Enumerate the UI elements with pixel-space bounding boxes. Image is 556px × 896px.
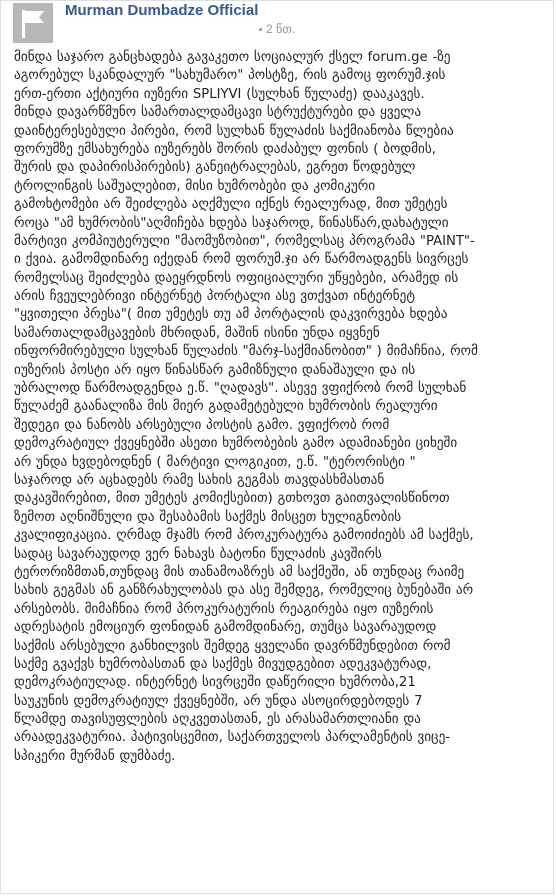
post-text-line: წულაძემ გაანალიზა მის მიერ გადამეტებული ხუმრობის რეალური <box>14 399 438 415</box>
post-text-line: კვალიფიკაცია. ღრმად მჯამს რომ პროკურატურა გამოიძიებს ამ საქმეს, <box>14 528 474 544</box>
post-text-line: არის ჩვეულებრივი ინტერნეტ პორტალი ასე ვთქვათ ინტერნეტ <box>14 289 416 305</box>
post-text-line: "ყვითელი პრესა"( მით უმეტეს თუ ამ პორტალის დაკვირვება ხდება <box>14 307 448 323</box>
post-text-line: საჯაროდ არ აცხადებს რამე სახის გეგმას თავდასხმასთან <box>14 472 385 488</box>
post-text-line: უბრალოდ წარმოადგენდა ე.წ. "ღადავს". ასევე ვფიქრობ რომ სულხან <box>14 381 467 397</box>
post-timestamp[interactable]: 2 წთ. <box>266 22 296 36</box>
post-text-line: გამოხტომები არ შეიძლება აღქმული იქნეს რეალურად, მით უმეტეს <box>14 197 448 213</box>
post-text-line: ტროლინგის საშუალებით, მისი ხუმრობები და კომიკური <box>14 178 376 194</box>
post-text-line: ინფორმირებული სულხან წულაძის "მარჯ-საქმიანობით" ) მიმაჩნია, რომ <box>14 344 478 360</box>
post-text-line: დაკავშირებით, მით უმეტეს კომიქსებით) გთხოვთ გაითვალისწინოთ <box>14 491 450 507</box>
post-text-line: წლამდე თავისუფლების აღკვეთასთან, ეს არასამართლიანი და <box>14 712 421 728</box>
post-text-line: დემოკრატიულ ქვეყნებში ასეთი ხუმრობების გამო ადამიანები ციხეში <box>14 436 458 452</box>
flag-icon <box>13 3 53 43</box>
post-text-line: არაადეკვატურია. პატივისცემით, საქართველოს პარლამენტის ვიცე- <box>14 730 451 746</box>
post-text-line: საქმე გვაქვს ხუმრობასთან და საქმეს მივუდგებით ადეკვატურად, <box>14 656 432 672</box>
post-text-line: სამართალდამცავების მხრიდან, მაშინ ისინი უნდა იყვნენ <box>14 325 380 341</box>
post-text-line: შედეგი და ნანობს არსებული პოსტის გამო. ვფიქრობ რომ <box>14 417 390 433</box>
post-text-line: მარტივი კომპიუტერული "მაომუზობით", რომელსაც პროგრამა "PAINT"- <box>14 233 475 249</box>
page-name-link[interactable]: Murman Dumbadze Official <box>65 2 259 19</box>
post-text-line: რომელსაც შეიძლება დაეყრდნოს ოფიციალური უწყებები, არამედ ის <box>14 270 459 286</box>
post-text-line: საქმის არსებული განხილვის შემდეგ ყველანი დავრწმუნდებით რომ <box>14 638 451 654</box>
post-text-line: ადრესატის ემოციურ ფონიდან გამომდინარე, თუმცა სავარაუდოდ <box>14 620 437 636</box>
post-text-line: სადაც სავარაუდოდ ვერ ნახავს ბატონი წულაძის კავშირს <box>14 546 382 562</box>
post-meta <box>259 22 295 36</box>
post-text-line: დაინტერესებული პირები, რომ სულხან წულაძის საქმიანობა წლებია <box>14 123 454 139</box>
post-text-line: სპიკერი მურმან დუმბაძე. <box>14 748 176 764</box>
post-text-line: შურის და დაპირისპირების) განეიტრალებას, ეგრეთ წოდებულ <box>14 160 416 176</box>
post-text-line: როცა "ამ ხუმრობის"აღმიჩება ხდება საჯაროდ, წინასწარ,დახატული <box>14 215 449 231</box>
post-text-line: მინდა საჯარო განცხადება გავაკეთო სოციალურ ქსელ forum.ge -ზე <box>14 50 451 65</box>
post-text-line: არ უნდა ხვდებოდნენ ( მარტივი ლოგიკით, ე.წ. "ტერორისტი " <box>14 454 416 470</box>
post-text <box>14 49 542 766</box>
globe-icon <box>259 28 262 31</box>
post-text-line: ფორუმზე ემსახურება იუზერებს შორის დაძაბულ ფონის ( ბოდმის, <box>14 141 436 157</box>
post-text-line: დემოკრატიულად. ინტერნეტ სივრცეში დაწერილი ხუმრობა,21 <box>14 675 416 691</box>
post-text-line: ი ქვია. გამომდინარე იქედან რომ ფორუმ.ჯი არ წარმოადგენს სივრცეს <box>14 252 469 268</box>
post-text-line: სახის გეგმას ან განზრახულობას და ასე შემდეგ, რომელიც ბუნებაში არ <box>14 583 474 599</box>
post-text-line: იუზერის პოსტი არ იყო წინასწარ გამიზნული დანაშაული და ის <box>14 362 416 378</box>
post-text-line: ტერორიზმთან,თუნდაც მის თანამოაზრეს ამ საქმეში, ან თუნდაც რაიმე <box>14 564 465 580</box>
post-text-line: აგორებულ სკანდალურ "სახუმარო" პოსტზე, რის გამოც ფორუმ.ჯის <box>14 68 446 84</box>
post-text-line: ზემოთ აღნიშნული და შესაბამის საქმეს მისცეთ ხულიგნობის <box>14 509 402 525</box>
post-text-line: არსებობს. მიმაჩნია რომ პროკურატურის რეაგირება იყო იუზერის <box>14 601 434 617</box>
post-text-line: ერთ-ერთი აქტიური იუზერი SPLIYVI (სულხან წულაძე) დააკავეს. <box>14 86 425 102</box>
post-text-line: მინდა დავარწმუნო სამართალდამცავი სტრუქტურები და ყველა <box>14 105 422 121</box>
avatar[interactable] <box>13 3 53 43</box>
post-header <box>1 1 555 45</box>
post-text-line: საუკუნის დემოკრატიულ ქვეყნებში, არ უნდა ასოცირდებოდეს 7 <box>14 693 423 709</box>
